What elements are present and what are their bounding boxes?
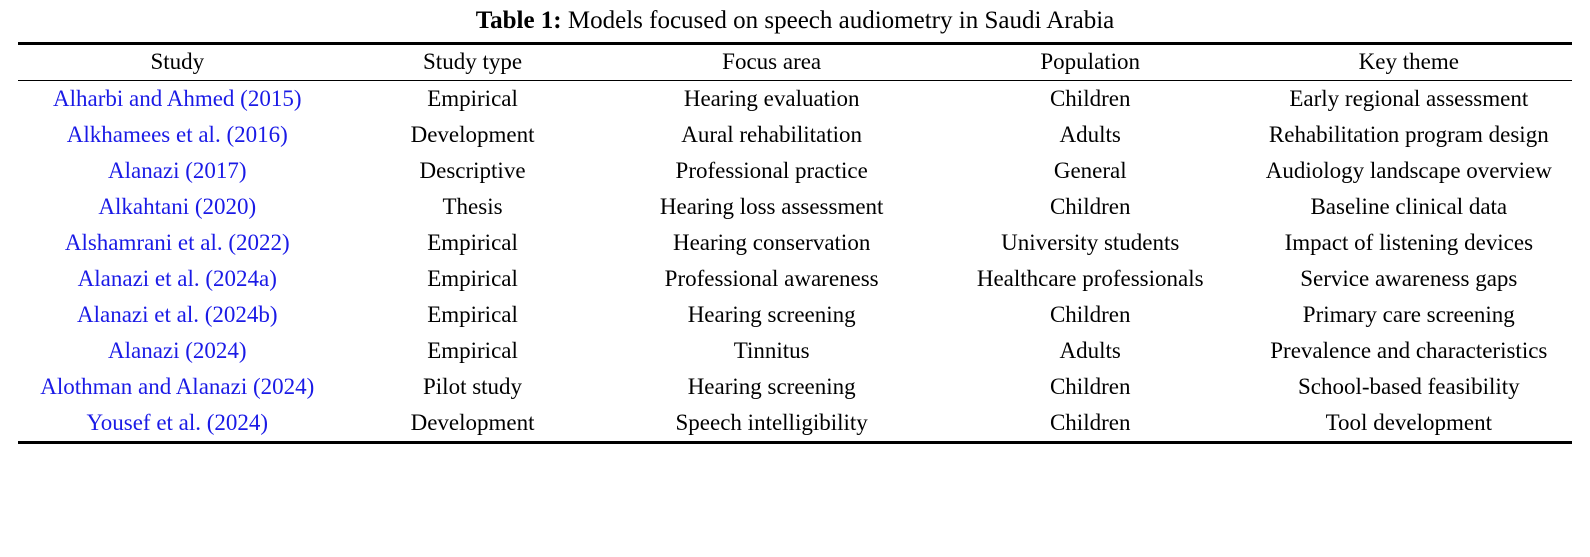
table-row	[18, 297, 1572, 333]
table-row	[18, 153, 1572, 189]
table-row	[18, 81, 1572, 118]
cell-population: General	[1053, 158, 1127, 183]
cell-focus-area: Hearing evaluation	[609, 81, 935, 118]
cell-study[interactable]: Yousef et al. (2024)	[86, 410, 269, 435]
cell-key-theme: School-based feasibility	[1297, 374, 1520, 399]
cell-study-type: Empirical	[427, 338, 518, 363]
cell-study[interactable]: Alanazi et al. (2024b)	[77, 302, 278, 327]
cell-study-type: Descriptive	[419, 158, 526, 183]
cell-study-type: Empirical	[337, 81, 609, 118]
cell-key-theme: Primary care screening	[1302, 302, 1515, 327]
cell-population: Children	[935, 81, 1246, 118]
column-header-key-theme: Key theme	[1246, 44, 1572, 81]
column-header-study-type: Study type	[337, 44, 609, 81]
cell-study[interactable]: Alkahtani (2020)	[98, 194, 257, 219]
cell-key-theme: Early regional assessment	[1246, 81, 1572, 118]
cell-focus-area: Hearing screening	[687, 302, 856, 327]
cell-key-theme: Impact of listening devices	[1284, 230, 1534, 255]
cell-key-theme: Tool development	[1325, 410, 1492, 435]
caption-text: Models focused on speech audiometry in Saudi Arabia	[561, 7, 1115, 34]
table-bottom-rule	[18, 443, 1572, 445]
cell-study-type: Empirical	[427, 302, 518, 327]
table-row	[18, 369, 1572, 405]
table-row	[18, 225, 1572, 261]
cell-study[interactable]: Alanazi (2024)	[107, 338, 247, 363]
table-header-row	[18, 44, 1572, 81]
cell-key-theme: Service awareness gaps	[1300, 266, 1518, 291]
cell-study-type: Development	[410, 410, 535, 435]
cell-key-theme: Rehabilitation program design	[1268, 122, 1549, 147]
cell-focus-area: Hearing loss assessment	[659, 194, 884, 219]
table-bottom-rule-row	[18, 443, 1572, 445]
cell-study-type: Pilot study	[423, 374, 523, 399]
cell-study[interactable]: Alanazi (2017)	[107, 158, 247, 183]
cell-study-type: Empirical	[427, 266, 518, 291]
cell-focus-area: Hearing screening	[687, 374, 856, 399]
cell-population: Children	[1049, 410, 1131, 435]
column-header-population: Population	[935, 44, 1246, 81]
cell-study-type: Development	[410, 122, 535, 147]
cell-study[interactable]: Alshamrani et al. (2022)	[64, 230, 290, 255]
column-header-study: Study	[18, 44, 337, 81]
table-row	[18, 333, 1572, 369]
table-body	[18, 81, 1572, 445]
cell-study-type: Empirical	[427, 230, 518, 255]
cell-population: Adults	[1059, 122, 1121, 147]
column-header-focus-area: Focus area	[609, 44, 935, 81]
table-row	[18, 261, 1572, 297]
cell-focus-area: Professional practice	[675, 158, 868, 183]
cell-population: Healthcare professionals	[976, 266, 1204, 291]
cell-study-type: Thesis	[442, 194, 503, 219]
cell-population: Children	[1049, 374, 1131, 399]
cell-focus-area: Hearing conservation	[672, 230, 871, 255]
cell-study[interactable]: Alharbi and Ahmed (2015)	[18, 81, 337, 118]
studies-table	[18, 42, 1572, 444]
cell-study[interactable]: Alothman and Alanazi (2024)	[40, 374, 315, 399]
table-row	[18, 405, 1572, 443]
cell-key-theme: Prevalence and characteristics	[1270, 338, 1548, 363]
table-header	[18, 44, 1572, 81]
cell-focus-area: Tinnitus	[733, 338, 810, 363]
table-caption	[18, 0, 1572, 42]
cell-population: Children	[1049, 194, 1131, 219]
caption-label: Table 1:	[475, 7, 562, 34]
cell-focus-area: Aural rehabilitation	[681, 122, 863, 147]
cell-population: University students	[1001, 230, 1180, 255]
cell-study[interactable]: Alanazi et al. (2024a)	[77, 266, 277, 291]
table-row	[18, 117, 1572, 153]
cell-population: Adults	[1059, 338, 1121, 363]
cell-key-theme: Baseline clinical data	[1310, 194, 1508, 219]
cell-focus-area: Professional awareness	[664, 266, 879, 291]
table-row	[18, 189, 1572, 225]
cell-key-theme: Audiology landscape overview	[1265, 158, 1552, 183]
cell-focus-area: Speech intelligibility	[675, 410, 868, 435]
cell-study[interactable]: Alkhamees et al. (2016)	[66, 122, 288, 147]
cell-population: Children	[1049, 302, 1131, 327]
